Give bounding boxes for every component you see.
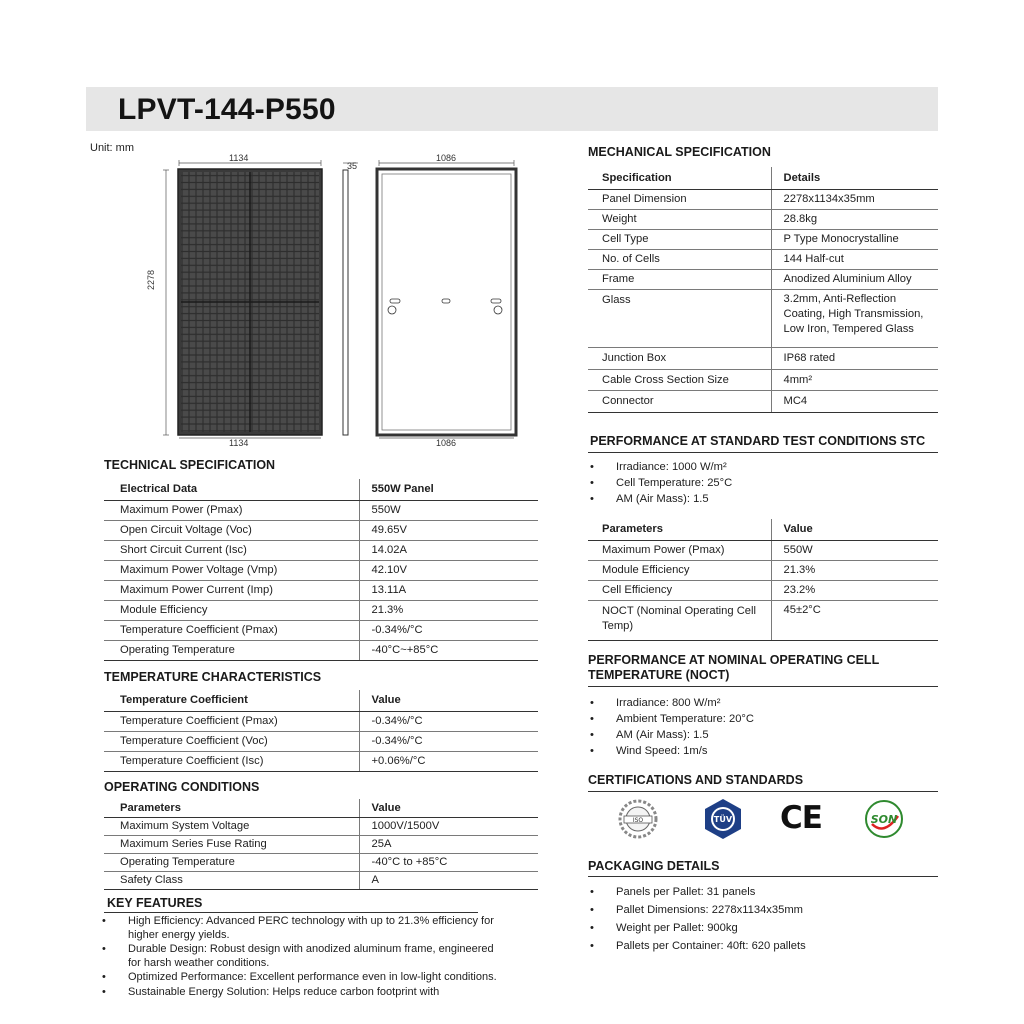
list-item: • High Efficiency: Advanced PERC technology with up to 21.3% efficiency for higher energy yields. <box>100 915 500 942</box>
table-cell: -0.34%/°C <box>359 620 538 640</box>
table-cell: IP68 rated <box>771 347 938 369</box>
table-header: Specification <box>588 167 771 189</box>
panel-height: 2278 <box>146 269 156 290</box>
back-width-top: 1086 <box>436 153 457 163</box>
iso-seal-text: ISO <box>632 817 644 824</box>
table-cell: MC4 <box>771 390 938 412</box>
table-cell: Maximum System Voltage <box>104 817 359 835</box>
table-cell: Module Efficiency <box>104 600 359 620</box>
table-cell: Anodized Aluminium Alloy <box>771 269 938 289</box>
unit-label: Unit: mm <box>90 142 134 154</box>
stc-rule <box>588 452 938 453</box>
list-item: • Ambient Temperature: 20°C <box>588 711 928 727</box>
table-cell: Temperature Coefficient (Voc) <box>104 731 359 751</box>
table-cell: Maximum Power (Pmax) <box>588 540 771 560</box>
table-cell: 14.02A <box>359 540 538 560</box>
table-cell: 550W <box>771 540 938 560</box>
list-item: • AM (Air Mass): 1.5 <box>588 491 928 507</box>
key-features-rule <box>104 912 478 913</box>
table-cell: P Type Monocrystalline <box>771 229 938 249</box>
table-header: Parameters <box>104 799 359 817</box>
list-item: • Irradiance: 800 W/m² <box>588 695 928 711</box>
table-header: Temperature Coefficient <box>104 690 359 711</box>
stc-conditions-list <box>588 459 928 507</box>
page-title: LPVT-144-P550 <box>118 93 336 126</box>
table-cell: Maximum Power Current (Imp) <box>104 580 359 600</box>
panel-thickness: 35 <box>347 161 358 171</box>
table-cell: 13.11A <box>359 580 538 600</box>
list-item: • Irradiance: 1000 W/m² <box>588 459 928 475</box>
table-cell: 144 Half-cut <box>771 249 938 269</box>
table-cell: Maximum Series Fuse Rating <box>104 835 359 853</box>
table-cell: Open Circuit Voltage (Voc) <box>104 520 359 540</box>
table-cell: No. of Cells <box>588 249 771 269</box>
table-cell: Cell Efficiency <box>588 580 771 600</box>
list-item: • Optimized Performance: Excellent performance even in low-light conditions. <box>100 971 500 985</box>
table-cell: Short Circuit Current (Isc) <box>104 540 359 560</box>
table-header: Electrical Data <box>104 479 359 500</box>
packaging-list <box>588 883 928 955</box>
back-width-bottom: 1086 <box>436 438 457 448</box>
key-features-list <box>100 915 500 999</box>
list-item: • Panels per Pallet: 31 panels <box>588 883 928 901</box>
table-header: Value <box>359 799 538 817</box>
table-cell: 21.3% <box>771 560 938 580</box>
table-cell: 1000V/1500V <box>359 817 538 835</box>
technical-spec-table <box>104 479 538 661</box>
packaging-title: PACKAGING DETAILS <box>588 859 720 873</box>
certifications-rule <box>588 791 938 792</box>
list-item: • Cell Temperature: 25°C <box>588 475 928 491</box>
certifications-title: CERTIFICATIONS AND STANDARDS <box>588 773 804 787</box>
son-text: SON <box>870 813 898 826</box>
list-item: • Weight per Pallet: 900kg <box>588 919 928 937</box>
table-cell: Maximum Power (Pmax) <box>104 500 359 520</box>
list-item: • Sustainable Energy Solution: Helps reduce carbon footprint with <box>100 986 500 1000</box>
list-item: • Pallets per Container: 40ft: 620 pallets <box>588 937 928 955</box>
operating-title: OPERATING CONDITIONS <box>104 780 260 794</box>
table-cell: 550W <box>359 500 538 520</box>
table-cell: 45±2°C <box>771 600 938 640</box>
table-cell: Maximum Power Voltage (Vmp) <box>104 560 359 580</box>
front-width-bottom: 1134 <box>229 438 249 448</box>
table-header: Value <box>359 690 538 711</box>
noct-title-line-2: TEMPERATURE (NOCT) <box>588 668 730 682</box>
table-cell: Cell Type <box>588 229 771 249</box>
table-header: 550W Panel <box>359 479 538 500</box>
table-cell: Connector <box>588 390 771 412</box>
table-cell: Safety Class <box>104 871 359 889</box>
noct-title-line-1: PERFORMANCE AT NOMINAL OPERATING CELL <box>588 653 880 667</box>
mechanical-table <box>588 167 938 413</box>
temperature-table <box>104 690 538 772</box>
list-item: • Durable Design: Robust design with anodized aluminum frame, engineered for harsh weather conditions. <box>100 943 500 970</box>
tuv-hexagon-icon <box>702 798 744 840</box>
table-cell: NOCT (Nominal Operating Cell Temp) <box>588 600 771 640</box>
table-cell: -40°C~+85°C <box>359 640 538 660</box>
ce-mark-icon: CE <box>780 800 822 836</box>
table-cell: Glass <box>588 289 771 347</box>
table-cell: 3.2mm, Anti-Reflection Coating, High Transmission, Low Iron, Tempered Glass <box>771 289 938 347</box>
noct-conditions-list <box>588 695 928 759</box>
noct-rule <box>588 686 938 687</box>
table-header: Parameters <box>588 519 771 540</box>
table-cell: Weight <box>588 209 771 229</box>
list-item: • AM (Air Mass): 1.5 <box>588 727 928 743</box>
table-cell: 21.3% <box>359 600 538 620</box>
side-panel-view <box>343 163 358 435</box>
technical-spec-title: TECHNICAL SPECIFICATION <box>104 458 276 472</box>
list-item: • Wind Speed: 1m/s <box>588 743 928 759</box>
panel-drawing <box>140 148 540 453</box>
table-cell: 2278x1134x35mm <box>771 189 938 209</box>
table-cell: 28.8kg <box>771 209 938 229</box>
table-cell: Operating Temperature <box>104 640 359 660</box>
table-cell: 42.10V <box>359 560 538 580</box>
table-cell: Temperature Coefficient (Pmax) <box>104 711 359 731</box>
table-cell: Cable Cross Section Size <box>588 369 771 390</box>
table-cell: -0.34%/°C <box>359 711 538 731</box>
table-cell: Temperature Coefficient (Isc) <box>104 751 359 771</box>
table-cell: A <box>359 871 538 889</box>
son-mark-icon <box>862 798 906 840</box>
table-cell: 23.2% <box>771 580 938 600</box>
iso-seal-icon <box>616 799 660 839</box>
table-cell: 4mm² <box>771 369 938 390</box>
list-item: • Pallet Dimensions: 2278x1134x35mm <box>588 901 928 919</box>
table-cell: Module Efficiency <box>588 560 771 580</box>
temperature-title: TEMPERATURE CHARACTERISTICS <box>104 670 322 684</box>
table-cell: +0.06%/°C <box>359 751 538 771</box>
table-cell: Panel Dimension <box>588 189 771 209</box>
operating-table <box>104 799 538 890</box>
stc-table <box>588 519 938 641</box>
key-features-title: KEY FEATURES <box>107 896 203 910</box>
mechanical-title: MECHANICAL SPECIFICATION <box>588 145 771 159</box>
table-cell: 49.65V <box>359 520 538 540</box>
table-cell: -40°C to +85°C <box>359 853 538 871</box>
table-header: Value <box>771 519 938 540</box>
tuv-text: TÜV <box>713 815 733 824</box>
table-cell: Junction Box <box>588 347 771 369</box>
table-cell: 25A <box>359 835 538 853</box>
table-cell: -0.34%/°C <box>359 731 538 751</box>
table-cell: Temperature Coefficient (Pmax) <box>104 620 359 640</box>
back-panel-view <box>377 169 516 435</box>
packaging-rule <box>588 876 938 877</box>
table-header: Details <box>771 167 938 189</box>
front-panel-view <box>178 169 322 435</box>
table-cell: Operating Temperature <box>104 853 359 871</box>
stc-title: PERFORMANCE AT STANDARD TEST CONDITIONS STC <box>590 434 926 448</box>
table-cell: Frame <box>588 269 771 289</box>
front-width-top: 1134 <box>229 153 249 163</box>
